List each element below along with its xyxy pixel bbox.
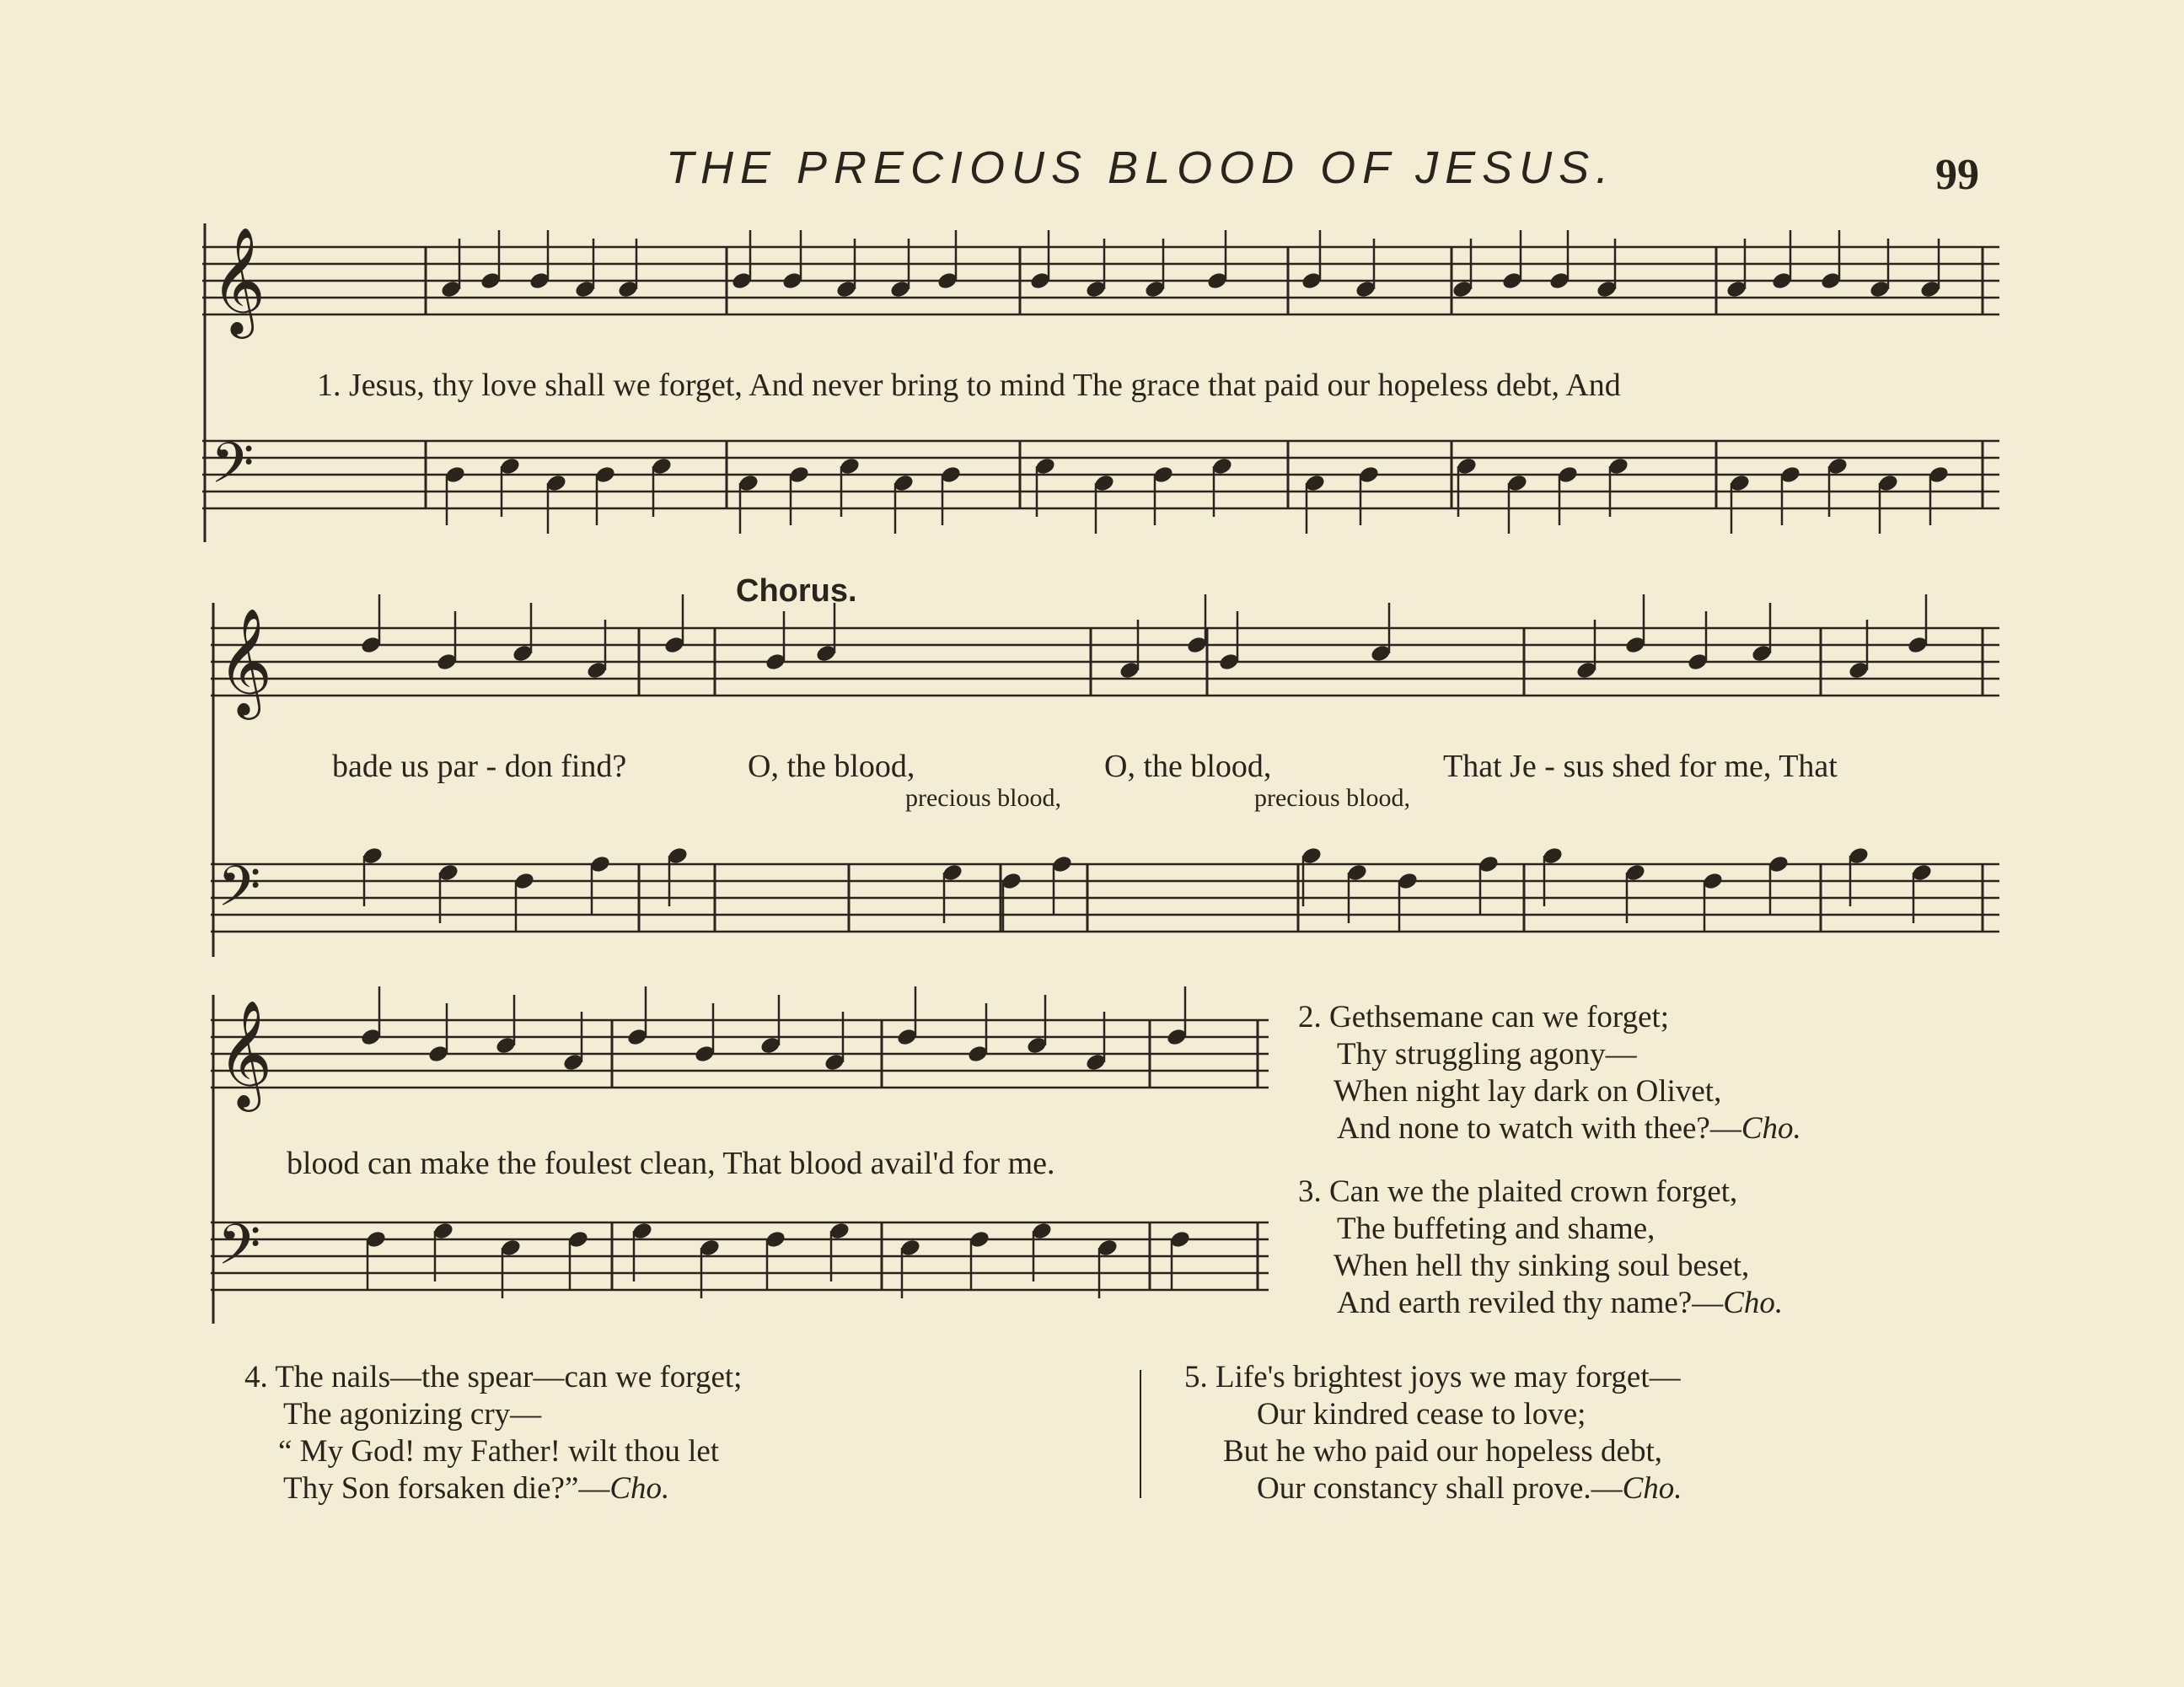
- verse-line: 4. The nails—the spear—can we forget;: [244, 1360, 743, 1394]
- clef: 𝄢: [217, 854, 261, 932]
- chorus-ref: Cho.: [1622, 1471, 1682, 1506]
- clef: 𝄞: [217, 999, 273, 1107]
- system2-lyrics-d: That Je - sus shed for me, That: [1443, 749, 1838, 784]
- verse-line: 2. Gethsemane can we forget;: [1298, 1000, 1670, 1034]
- verse-line-text: And earth reviled thy name?—: [1337, 1286, 1724, 1320]
- verse-line-text: And none to watch with thee?—: [1337, 1111, 1741, 1146]
- system2-lyrics-b: O, the blood,: [748, 749, 915, 784]
- verse-line: 3. Can we the plaited crown forget,: [1298, 1174, 1738, 1209]
- system2-small-lyrics-b: precious blood,: [1254, 784, 1410, 812]
- chorus-ref: Cho.: [1741, 1111, 1801, 1146]
- clefs-and-keys: [211, 226, 272, 1291]
- chorus-label: Chorus.: [736, 573, 857, 609]
- system2-lyrics-a: bade us par - don find?: [332, 749, 627, 784]
- system1-lyrics: 1. Jesus, thy love shall we forget, And never bring to mind The grace that paid our hopeless debt, And: [317, 368, 1621, 403]
- page-number: 99: [1935, 151, 1979, 199]
- verse-5: [1184, 1359, 1682, 1507]
- column-divider: [1140, 1370, 1141, 1498]
- verse-4: [244, 1359, 742, 1507]
- verse-line: “ My God! my Father! wilt thou let: [278, 1434, 720, 1469]
- clef: 𝄢: [217, 1212, 261, 1291]
- verse-line: [1184, 1470, 1682, 1507]
- clef: 𝄢: [211, 431, 255, 509]
- verse-line: 5. Life's brightest joys we may forget—: [1184, 1360, 1681, 1394]
- chorus-ref: Cho.: [609, 1471, 670, 1506]
- verse-line: Our kindred cease to love;: [1257, 1397, 1586, 1432]
- verse-line: [1298, 1285, 1783, 1322]
- verse-line: When hell thy sinking soul beset,: [1333, 1249, 1750, 1283]
- verse-line: [1298, 1110, 1801, 1147]
- verse-line-text: Thy Son forsaken die?”—: [283, 1471, 610, 1506]
- clef: 𝄞: [217, 607, 273, 715]
- system2-small-lyrics-a: precious blood,: [905, 784, 1061, 812]
- verse-line: When night lay dark on Olivet,: [1333, 1074, 1722, 1109]
- clef: 𝄞: [211, 226, 266, 334]
- verse-line: But he who paid our hopeless debt,: [1223, 1434, 1662, 1469]
- verse-line: Thy struggling agony—: [1337, 1037, 1637, 1072]
- verse-2: [1298, 999, 1801, 1147]
- chorus-ref: Cho.: [1723, 1286, 1784, 1320]
- verse-line: The agonizing cry—: [283, 1397, 542, 1432]
- system3-lyrics: blood can make the foulest clean, That blood avail'd for me.: [287, 1146, 1055, 1181]
- verse-3: [1298, 1174, 1783, 1322]
- verse-line-text: Our constancy shall prove.—: [1257, 1471, 1623, 1506]
- verse-line: [244, 1470, 742, 1507]
- verse-line: The buffeting and shame,: [1337, 1212, 1655, 1246]
- system2-lyrics-c: O, the blood,: [1104, 749, 1272, 784]
- page-title: THE PRECIOUS BLOOD OF JESUS.: [666, 142, 1616, 193]
